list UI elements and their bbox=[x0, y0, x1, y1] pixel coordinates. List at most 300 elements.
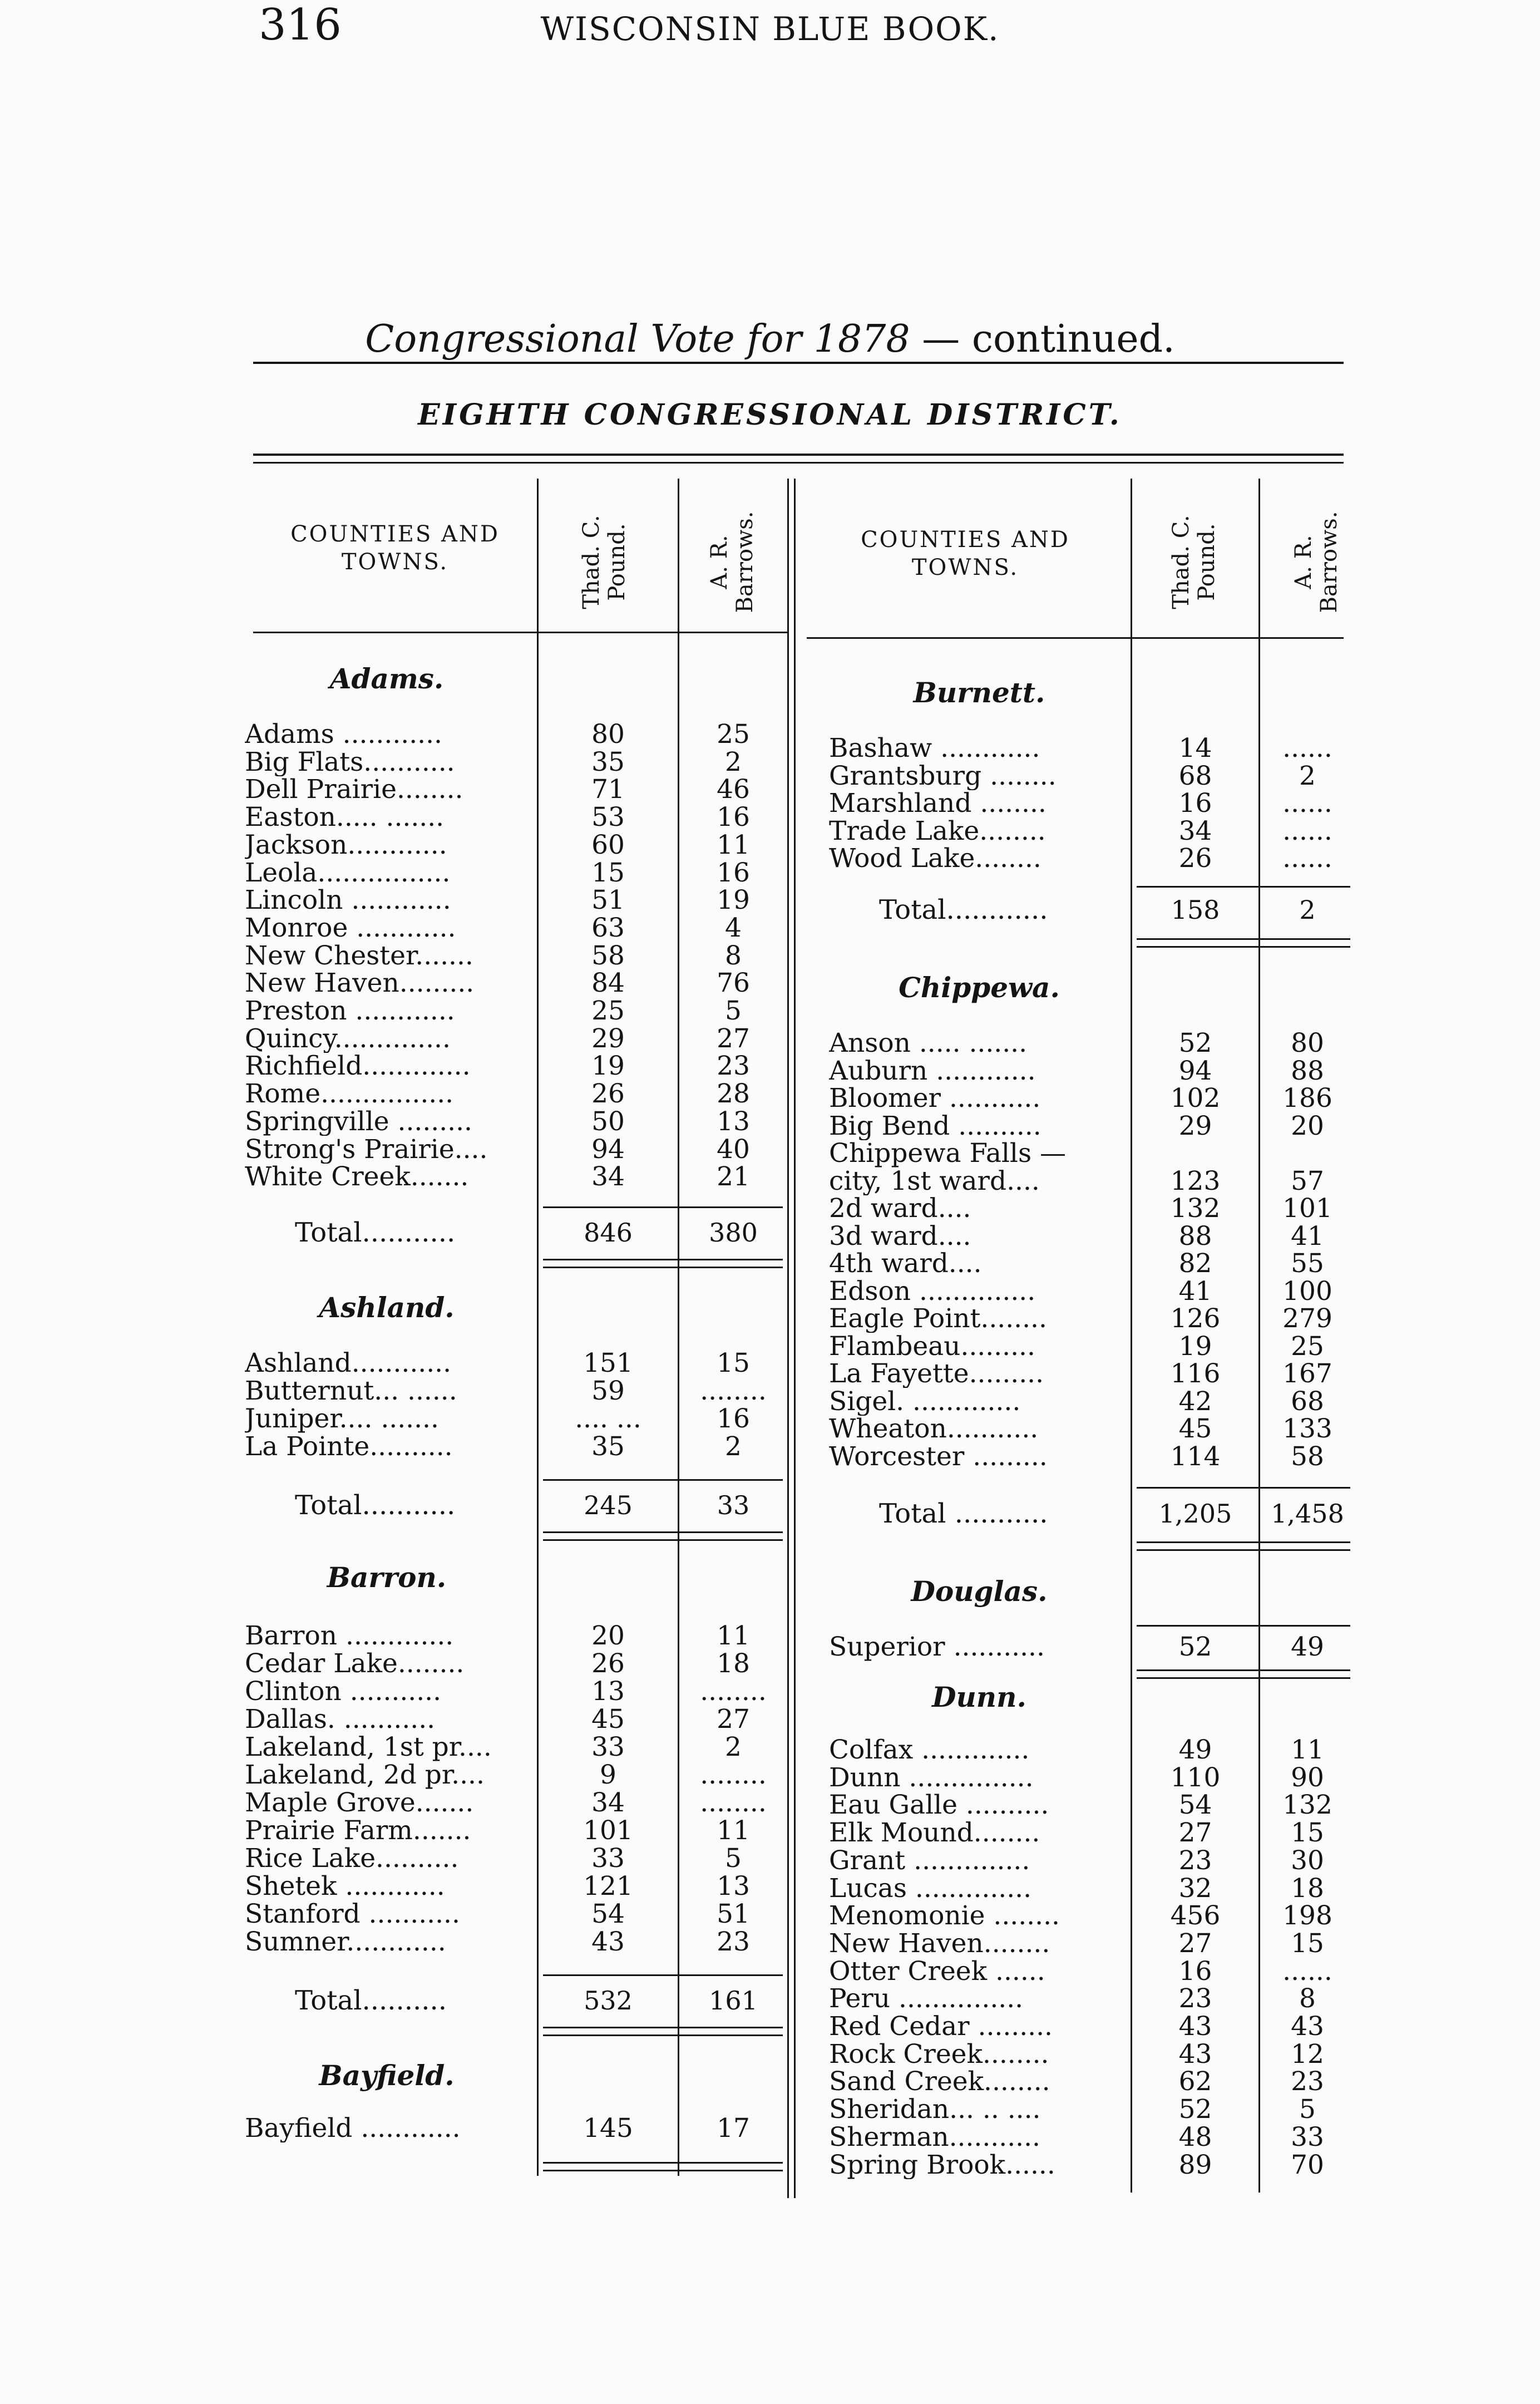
table-row bbox=[0, 1140, 1540, 1167]
pound-votes: 14 bbox=[1178, 733, 1212, 763]
barrows-votes: 11 bbox=[717, 830, 750, 860]
table-row bbox=[0, 1195, 1540, 1223]
barrows-votes: 2 bbox=[725, 1732, 742, 1762]
header-line-1: COUNTIES AND bbox=[290, 521, 500, 547]
pound-votes: 26 bbox=[591, 1648, 625, 1679]
barrows-votes: 23 bbox=[717, 1927, 750, 1957]
town-name: Springville ......... bbox=[245, 1108, 473, 1136]
table-row bbox=[0, 1443, 1540, 1471]
pound-votes: 60 bbox=[591, 830, 625, 860]
pound-votes: 126 bbox=[1170, 1303, 1221, 1334]
pound-votes: 25 bbox=[591, 996, 625, 1026]
barrows-votes: 18 bbox=[717, 1648, 750, 1679]
pound-votes: 42 bbox=[1178, 1386, 1212, 1417]
table-row bbox=[0, 1927, 1540, 1959]
barrows-votes: 8 bbox=[725, 940, 742, 971]
pound-votes: 102 bbox=[1170, 1083, 1221, 1114]
barrows-votes: 186 bbox=[1282, 1083, 1332, 1114]
town-name: Dell Prairie........ bbox=[245, 776, 463, 804]
pound-votes: 48 bbox=[1178, 2122, 1212, 2152]
pound-votes: 53 bbox=[591, 802, 625, 832]
table-row bbox=[0, 1112, 1540, 1140]
barrows-votes: 279 bbox=[1282, 1303, 1332, 1334]
table-row bbox=[0, 1415, 1540, 1443]
town-name: Sand Creek........ bbox=[829, 2068, 1050, 2096]
pound-votes: 13 bbox=[591, 1676, 625, 1707]
pound-votes: 123 bbox=[1170, 1166, 1221, 1196]
town-name: Maple Grove....... bbox=[245, 1789, 474, 1817]
pound-votes: 52 bbox=[1178, 1028, 1212, 1058]
barrows-votes: 68 bbox=[1291, 1386, 1324, 1417]
town-name: New Haven......... bbox=[245, 969, 475, 997]
pound-votes: 94 bbox=[1178, 1056, 1212, 1086]
table-row bbox=[0, 1706, 1540, 1733]
pound-votes: 101 bbox=[583, 1815, 633, 1846]
pound-votes: 27 bbox=[1178, 1817, 1212, 1848]
table-row bbox=[0, 969, 1540, 997]
pound-votes: 16 bbox=[1178, 1956, 1212, 1987]
pound-votes: 89 bbox=[1178, 2150, 1212, 2180]
barrows-votes: ...... bbox=[1282, 788, 1332, 819]
header-line-2: TOWNS. bbox=[341, 549, 449, 575]
town-name: Rice Lake.......... bbox=[245, 1845, 459, 1873]
town-name: Prairie Farm....... bbox=[245, 1817, 471, 1845]
town-name: Ashland............ bbox=[245, 1349, 452, 1377]
barrows-votes: 12 bbox=[1291, 2039, 1324, 2070]
barrows-votes: 80 bbox=[1291, 1028, 1324, 1058]
total-pound: 245 bbox=[584, 1490, 633, 1520]
pound-votes: 19 bbox=[1178, 1331, 1212, 1362]
table-row bbox=[0, 1305, 1540, 1333]
pound-votes: 32 bbox=[1178, 1873, 1212, 1904]
pound-votes: 20 bbox=[591, 1620, 625, 1651]
right-header-barrows bbox=[1291, 490, 1346, 634]
table-row bbox=[0, 1633, 1540, 1661]
pound-votes: 26 bbox=[591, 1078, 625, 1109]
barrows-votes: 40 bbox=[717, 1134, 750, 1165]
pound-votes: 52 bbox=[1178, 1632, 1212, 1662]
header-barrows-line-2: Barrows. bbox=[1316, 511, 1342, 613]
county-heading: Barron. bbox=[327, 1561, 447, 1594]
pound-votes: 45 bbox=[1178, 1413, 1212, 1444]
left-header-barrows bbox=[707, 490, 762, 634]
table-row bbox=[0, 2041, 1540, 2068]
barrows-votes: 2 bbox=[1299, 761, 1316, 791]
pound-votes: 9 bbox=[600, 1760, 616, 1790]
table-row bbox=[0, 845, 1540, 873]
pound-votes: 456 bbox=[1170, 1900, 1221, 1931]
town-name: Big Bend .......... bbox=[829, 1112, 1042, 1140]
pound-votes: 27 bbox=[1178, 1928, 1212, 1959]
barrows-votes: 16 bbox=[717, 802, 750, 832]
town-name: Chippewa Falls — bbox=[829, 1140, 1067, 1167]
total-label: Total............ bbox=[879, 896, 1048, 924]
town-name: Butternut... ...... bbox=[245, 1377, 457, 1405]
barrows-votes: 2 bbox=[725, 747, 742, 777]
town-name: Quincy.............. bbox=[245, 1025, 451, 1053]
barrows-votes: 25 bbox=[1291, 1331, 1324, 1362]
table-row bbox=[0, 1678, 1540, 1706]
town-name: Big Flats........... bbox=[245, 748, 455, 776]
total-pound: 1,205 bbox=[1158, 1499, 1232, 1529]
pound-votes: 34 bbox=[591, 1787, 625, 1818]
pound-votes: 29 bbox=[1178, 1111, 1212, 1141]
barrows-votes: 43 bbox=[1291, 2011, 1324, 2042]
total-bottom-rule-1 bbox=[543, 1531, 783, 1533]
barrows-votes: 20 bbox=[1291, 1111, 1324, 1141]
pound-votes: 132 bbox=[1170, 1193, 1221, 1224]
town-name: Edson .............. bbox=[829, 1278, 1036, 1306]
pound-votes: .... ... bbox=[575, 1403, 641, 1434]
town-name: Preston ............ bbox=[245, 997, 455, 1025]
pound-votes: 15 bbox=[591, 858, 625, 888]
total-top-rule bbox=[1137, 1625, 1350, 1627]
pound-votes: 151 bbox=[583, 1348, 633, 1378]
town-name: 4th ward.... bbox=[829, 1250, 982, 1278]
header-pound-line-1: Thad. C. bbox=[579, 515, 604, 609]
pound-votes: 49 bbox=[1178, 1735, 1212, 1765]
table-row bbox=[0, 1843, 1540, 1876]
barrows-votes: 16 bbox=[717, 1403, 750, 1434]
total-barrows: 161 bbox=[709, 1986, 758, 2016]
town-name: Bayfield ............ bbox=[245, 2115, 461, 2142]
barrows-votes: 15 bbox=[717, 1348, 750, 1378]
town-name: Grant .............. bbox=[829, 1847, 1030, 1875]
town-name: Bloomer ........... bbox=[829, 1085, 1041, 1112]
pound-votes: 41 bbox=[1178, 1276, 1212, 1307]
county-heading: Chippewa. bbox=[899, 971, 1060, 1004]
county-heading: Adams. bbox=[329, 662, 444, 695]
header-bottom-rule-right bbox=[807, 637, 1344, 639]
barrows-votes: 57 bbox=[1291, 1166, 1324, 1196]
barrows-votes: ........ bbox=[700, 1376, 767, 1406]
table-top-rule-2 bbox=[253, 462, 1344, 464]
pound-votes: 34 bbox=[1178, 816, 1212, 846]
barrows-votes: 55 bbox=[1291, 1248, 1324, 1279]
table-row bbox=[0, 2013, 1540, 2041]
barrows-votes: 30 bbox=[1291, 1845, 1324, 1876]
barrows-votes: 167 bbox=[1282, 1358, 1332, 1389]
table-row bbox=[0, 1899, 1540, 1931]
table-row bbox=[0, 1815, 1540, 1848]
total-label: Total.......... bbox=[295, 1987, 447, 2014]
barrows-votes: 133 bbox=[1282, 1413, 1332, 1444]
barrows-votes: 11 bbox=[717, 1815, 750, 1846]
total-bottom-rule-1 bbox=[1137, 1541, 1350, 1543]
table-row bbox=[0, 1983, 1540, 2016]
total-barrows: 33 bbox=[717, 1490, 750, 1520]
town-name: Elk Mound........ bbox=[829, 1819, 1040, 1847]
pound-votes: 80 bbox=[591, 719, 625, 750]
barrows-votes: 13 bbox=[717, 1106, 750, 1137]
barrows-votes: ........ bbox=[700, 1676, 767, 1707]
county-heading: Burnett. bbox=[913, 676, 1045, 709]
barrows-votes: 100 bbox=[1282, 1276, 1332, 1307]
town-name: New Chester....... bbox=[245, 942, 473, 970]
table-row bbox=[0, 1167, 1540, 1195]
table-row bbox=[0, 1333, 1540, 1361]
barrows-votes: 5 bbox=[725, 996, 742, 1026]
barrows-votes: 28 bbox=[717, 1078, 750, 1109]
town-name: Trade Lake........ bbox=[829, 817, 1046, 845]
table-row bbox=[0, 762, 1540, 790]
table-row bbox=[0, 735, 1540, 762]
total-label: Total........... bbox=[295, 1491, 456, 1519]
pound-votes: 43 bbox=[1178, 2011, 1212, 2042]
town-name: Sigel. ............. bbox=[829, 1388, 1021, 1416]
table-row bbox=[0, 1764, 1540, 1792]
town-name: Jackson............ bbox=[245, 831, 447, 859]
left-header-pound bbox=[579, 490, 634, 634]
town-name: Lakeland, 2d pr.... bbox=[245, 1761, 485, 1789]
pound-votes: 33 bbox=[591, 1732, 625, 1762]
table-row bbox=[0, 1223, 1540, 1250]
town-name: Grantsburg ........ bbox=[829, 762, 1057, 790]
pound-votes: 88 bbox=[1178, 1221, 1212, 1252]
town-name: Eagle Point........ bbox=[829, 1305, 1047, 1333]
pound-votes: 110 bbox=[1170, 1762, 1221, 1793]
table-row bbox=[0, 1085, 1540, 1112]
pound-votes: 71 bbox=[591, 774, 625, 805]
table-top-rule-1 bbox=[253, 454, 1344, 456]
left-header-counties bbox=[261, 520, 529, 576]
table-row bbox=[0, 2124, 1540, 2151]
town-name: Worcester ......... bbox=[829, 1443, 1048, 1471]
county-heading: Ashland. bbox=[319, 1291, 455, 1324]
pound-votes: 94 bbox=[591, 1134, 625, 1165]
total-pound: 532 bbox=[584, 1986, 633, 2016]
header-barrows-line-1: A. R. bbox=[1291, 535, 1316, 589]
pound-votes: 34 bbox=[591, 1161, 625, 1192]
town-name: Spring Brook...... bbox=[829, 2151, 1055, 2179]
town-name: Flambeau......... bbox=[829, 1333, 1035, 1361]
total-pound: 158 bbox=[1171, 895, 1220, 925]
county-heading: Douglas. bbox=[911, 1575, 1048, 1608]
table-row bbox=[0, 2068, 1540, 2096]
header-pound-line-1: Thad. C. bbox=[1168, 515, 1194, 609]
barrows-votes: 27 bbox=[717, 1704, 750, 1735]
barrows-votes: 41 bbox=[1291, 1221, 1324, 1252]
pound-votes: 82 bbox=[1178, 1248, 1212, 1279]
total-bottom-rule-2 bbox=[1137, 946, 1350, 948]
table-row bbox=[0, 790, 1540, 817]
town-name: Peru ............... bbox=[829, 1985, 1024, 2013]
pound-votes: 29 bbox=[591, 1023, 625, 1054]
town-name: Wood Lake........ bbox=[829, 845, 1042, 873]
barrows-votes: 76 bbox=[717, 968, 750, 998]
county-heading: Bayfield. bbox=[319, 2059, 455, 2092]
town-name: 2d ward.... bbox=[829, 1195, 971, 1223]
pound-votes: 84 bbox=[591, 968, 625, 998]
town-name: Juniper.... ....... bbox=[245, 1405, 439, 1433]
town-name: Leola................ bbox=[245, 859, 451, 887]
pound-votes: 43 bbox=[1178, 2039, 1212, 2070]
barrows-votes: 88 bbox=[1291, 1056, 1324, 1086]
page-number: 316 bbox=[259, 0, 342, 50]
barrows-votes: 19 bbox=[717, 885, 750, 915]
pound-votes: 52 bbox=[1178, 2094, 1212, 2125]
town-name: Sherman........... bbox=[829, 2124, 1040, 2151]
total-top-rule bbox=[1137, 1487, 1350, 1489]
total-label: Total ........... bbox=[879, 1500, 1048, 1528]
pound-votes: 51 bbox=[591, 885, 625, 915]
town-name: Rock Creek........ bbox=[829, 2041, 1049, 2068]
barrows-votes: 27 bbox=[717, 1023, 750, 1054]
total-pound: 846 bbox=[584, 1218, 633, 1248]
town-name: Lakeland, 1st pr.... bbox=[245, 1733, 492, 1761]
table-row bbox=[0, 1388, 1540, 1416]
pound-votes: 16 bbox=[1178, 788, 1212, 819]
barrows-votes: 49 bbox=[1291, 1632, 1324, 1662]
barrows-votes: 2 bbox=[725, 1431, 742, 1462]
total-barrows: 2 bbox=[1299, 895, 1316, 925]
table-row bbox=[0, 1958, 1540, 1986]
header-pound-line-2: Pound. bbox=[604, 523, 630, 601]
barrows-votes: 23 bbox=[717, 1051, 750, 1081]
right-header-pound bbox=[1168, 490, 1224, 634]
subtitle-rule bbox=[253, 362, 1344, 364]
subtitle-italic: Congressional Vote for 1878 bbox=[365, 317, 910, 361]
barrows-votes: 18 bbox=[1291, 1873, 1324, 1904]
county-heading: Dunn. bbox=[932, 1681, 1026, 1713]
pound-votes: 33 bbox=[591, 1843, 625, 1874]
town-name: Bashaw ............ bbox=[829, 735, 1040, 762]
table-row bbox=[0, 2096, 1540, 2124]
town-name: Strong's Prairie.... bbox=[245, 1136, 488, 1164]
pound-votes: 68 bbox=[1178, 761, 1212, 791]
barrows-votes: 33 bbox=[1291, 2122, 1324, 2152]
pound-votes: 114 bbox=[1170, 1441, 1221, 1472]
town-name: Sumner............ bbox=[245, 1928, 446, 1956]
right-header-counties bbox=[807, 526, 1124, 582]
table-row bbox=[0, 1029, 1540, 1057]
barrows-votes: 13 bbox=[717, 1871, 750, 1901]
table-row bbox=[0, 1360, 1540, 1388]
town-name: Adams ............ bbox=[245, 721, 442, 748]
town-name: Colfax ............. bbox=[829, 1736, 1030, 1764]
running-title: WISCONSIN BLUE BOOK. bbox=[540, 10, 1000, 48]
town-name: Red Cedar ......... bbox=[829, 2013, 1053, 2041]
town-name: Cedar Lake........ bbox=[245, 1650, 465, 1678]
pound-votes: 121 bbox=[583, 1871, 633, 1901]
subtitle-rest: — continued. bbox=[910, 317, 1175, 361]
town-name: Sheridan... .. .... bbox=[829, 2096, 1041, 2124]
barrows-votes: 4 bbox=[725, 913, 742, 943]
barrows-votes: 15 bbox=[1291, 1817, 1324, 1848]
town-name: Eau Galle .......... bbox=[829, 1791, 1049, 1819]
town-name: 3d ward.... bbox=[829, 1223, 971, 1250]
town-name: Lucas .............. bbox=[829, 1875, 1032, 1903]
table-row bbox=[0, 1787, 1540, 1820]
total-barrows: 1,458 bbox=[1271, 1499, 1344, 1529]
barrows-votes: ...... bbox=[1282, 1956, 1332, 1987]
header-line-2: TOWNS. bbox=[911, 555, 1019, 580]
total-bottom-rule-2 bbox=[1137, 1677, 1350, 1679]
barrows-votes: 11 bbox=[1291, 1735, 1324, 1765]
barrows-votes: 198 bbox=[1282, 1900, 1332, 1931]
town-name: Marshland ........ bbox=[829, 790, 1047, 817]
barrows-votes: 90 bbox=[1291, 1762, 1324, 1793]
barrows-votes: ...... bbox=[1282, 843, 1332, 874]
table-row bbox=[0, 2151, 1540, 2179]
page-subtitle bbox=[0, 317, 1540, 361]
pound-votes: 62 bbox=[1178, 2066, 1212, 2097]
table-row bbox=[0, 1057, 1540, 1085]
pound-votes: 26 bbox=[1178, 843, 1212, 874]
town-name: Anson ..... ....... bbox=[829, 1029, 1028, 1057]
town-name: Richfield............. bbox=[245, 1052, 471, 1080]
pound-votes: 50 bbox=[591, 1106, 625, 1137]
pound-votes: 59 bbox=[591, 1376, 625, 1406]
town-name: Superior ........... bbox=[829, 1633, 1045, 1661]
total-top-rule bbox=[1137, 886, 1350, 888]
pound-votes: 35 bbox=[591, 1431, 625, 1462]
barrows-votes: 5 bbox=[1299, 2094, 1316, 2125]
barrows-votes: 58 bbox=[1291, 1441, 1324, 1472]
barrows-votes: 70 bbox=[1291, 2150, 1324, 2180]
header-barrows-line-2: Barrows. bbox=[732, 511, 758, 613]
table-row bbox=[0, 997, 1540, 1025]
town-name: Rome................ bbox=[245, 1080, 454, 1108]
barrows-votes: 21 bbox=[717, 1161, 750, 1192]
total-bottom-rule-1 bbox=[1137, 1669, 1350, 1671]
table-row bbox=[0, 1250, 1540, 1278]
barrows-votes: 11 bbox=[717, 1620, 750, 1651]
barrows-votes: ...... bbox=[1282, 816, 1332, 846]
pound-votes: 58 bbox=[591, 940, 625, 971]
total-top-rule bbox=[543, 1479, 783, 1481]
pound-votes: 19 bbox=[591, 1051, 625, 1081]
pound-votes: 43 bbox=[591, 1927, 625, 1957]
total-bottom-rule-2 bbox=[1137, 1549, 1350, 1551]
page-header bbox=[0, 0, 1540, 61]
barrows-votes: 8 bbox=[1299, 1983, 1316, 2014]
barrows-votes: 25 bbox=[717, 719, 750, 750]
town-name: Lincoln ............ bbox=[245, 886, 451, 914]
pound-votes: 63 bbox=[591, 913, 625, 943]
barrows-votes: 5 bbox=[725, 1843, 742, 1874]
town-name: Shetek ............ bbox=[245, 1873, 445, 1900]
town-name: Auburn ............ bbox=[829, 1057, 1036, 1085]
pound-votes: 116 bbox=[1170, 1358, 1221, 1389]
barrows-votes: ........ bbox=[700, 1760, 767, 1790]
pound-votes: 45 bbox=[591, 1704, 625, 1735]
table-row bbox=[0, 1871, 1540, 1904]
town-name: Monroe ............ bbox=[245, 914, 456, 942]
town-name: Menomonie ........ bbox=[829, 1902, 1060, 1930]
table-row bbox=[0, 817, 1540, 845]
barrows-votes: ........ bbox=[700, 1787, 767, 1818]
table-row bbox=[0, 1278, 1540, 1306]
barrows-votes: 16 bbox=[717, 858, 750, 888]
header-barrows-line-1: A. R. bbox=[707, 535, 732, 589]
barrows-votes: 46 bbox=[717, 774, 750, 805]
pound-votes: 54 bbox=[1178, 1790, 1212, 1820]
town-name: Stanford ........... bbox=[245, 1900, 460, 1928]
header-pound-line-2: Pound. bbox=[1194, 523, 1220, 601]
pound-votes: 23 bbox=[1178, 1983, 1212, 2014]
town-name: Clinton ........... bbox=[245, 1678, 442, 1706]
town-name: Wheaton........... bbox=[829, 1415, 1039, 1443]
town-name: Barron ............. bbox=[245, 1622, 454, 1650]
total-barrows: 380 bbox=[709, 1218, 758, 1248]
district-title: EIGHTH CONGRESSIONAL DISTRICT. bbox=[418, 398, 1122, 432]
barrows-votes: 101 bbox=[1282, 1193, 1332, 1224]
total-label: Total........... bbox=[295, 1219, 456, 1247]
town-name: La Fayette......... bbox=[829, 1360, 1044, 1388]
table-row bbox=[0, 1736, 1540, 1764]
town-name: New Haven........ bbox=[829, 1930, 1050, 1958]
